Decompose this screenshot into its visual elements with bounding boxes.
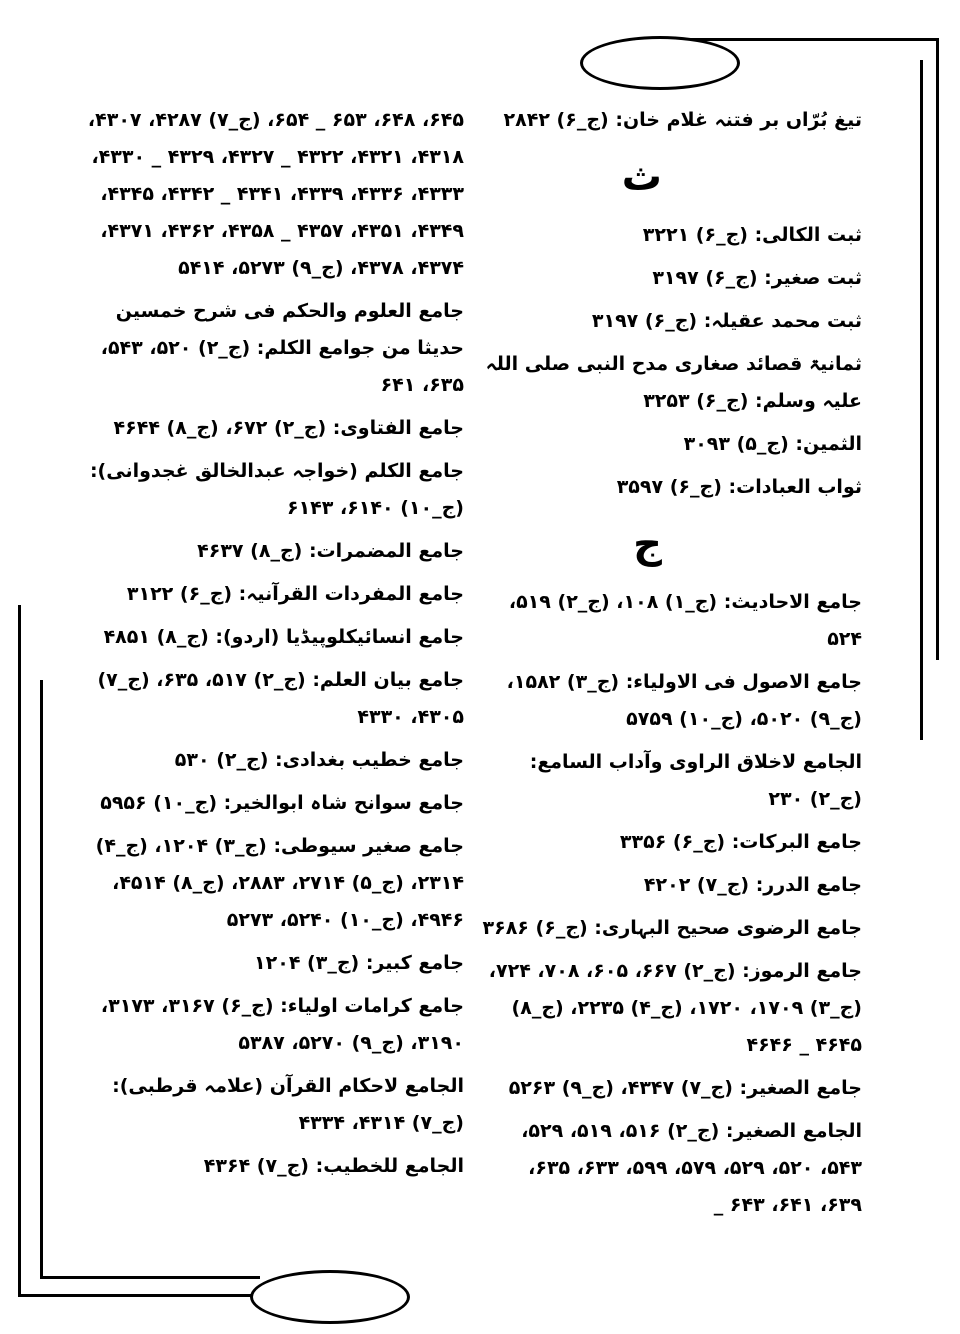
- index-entry: ثمانیۃ قصائد صغاری مدح النبی صلی اللہ علیہ وسلم: (ج_۶) ۳۲۵۳: [485, 353, 862, 412]
- index-entry: جامع صغیر سیوطی: (ج_۳) ۱۲۰۴، (ج_۴) ۲۳۱۴، (ج_۵) ۲۷۱۴، ۲۸۸۳، (ج_۸) ۴۵۱۴، ۴۹۴۶، (ج_۱۰) ۵۲۴۰، ۵۲۷۳: [95, 835, 464, 931]
- index-entry: تیغ بُرّاں بر فتنہ غلام خان: (ج_۶) ۲۸۴۲: [503, 109, 862, 131]
- page-border-left-outer: [18, 605, 21, 1297]
- index-entry: ثواب العبادات: (ج_۶) ۳۵۹۷: [616, 476, 862, 498]
- left-column: [78, 102, 464, 1191]
- index-entry: جامع العلوم والحکم فی شرح خمسین حدیثا من جوامع الکلم: (ج_۲) ۵۲۰، ۵۴۳، ۶۳۵، ۶۴۱: [100, 300, 464, 396]
- index-entry: جامع خطیب بغدادی: (ج_۲) ۵۳۰: [174, 749, 464, 771]
- index-entry: جامع الکلم (خواجہ عبدالخالق غجدوانی): (ج_۱۰) ۶۱۴۰، ۶۱۴۳: [89, 460, 464, 519]
- index-entry: جامع کبیر: (ج_۳) ۱۲۰۴: [254, 952, 464, 974]
- page-border-bottom-outer: [18, 1294, 258, 1297]
- index-entry: جامع البرکات: (ج_۶) ۳۳۵۶: [619, 831, 862, 853]
- index-entry: الجامع لاحکام القرآن (علامہ قرطبی): (ج_۷) ۴۳۱۴، ۴۳۳۴: [112, 1075, 464, 1134]
- index-entry: جامع انسائیکلوپیڈیا (اردو): (ج_۸) ۴۸۵۱: [103, 626, 464, 648]
- index-entry: جامع بیان العلم: (ج_۲) ۵۱۷، ۶۳۵، (ج_۷) ۴۳۰۵، ۴۳۳۰: [97, 669, 464, 728]
- page-border-bottom-inner: [40, 1276, 260, 1279]
- index-entry: جامع الرضوی صحیح البہاری: (ج_۶) ۳۶۸۶: [482, 917, 862, 939]
- right-column: [482, 102, 862, 1230]
- index-entry: ۶۴۵، ۶۴۸، ۶۵۳ _ ۶۵۴، (ج_۷) ۴۲۸۷، ۴۳۰۷، ۴۳۱۸، ۴۳۲۱، ۴۳۲۲ _ ۴۳۲۷، ۴۳۲۹ _ ۴۳۳۰، ۴۳۳۳، ۴۳۳۶، ۴۳۳۹، ۴۳۴۱ _ ۴۳۴۲، ۴۳۴۵، ۴۳۴۹، ۴۳۵۱، ۴۳۵۷ _ ۴۳۵۸، ۴۳۶۲، ۴۳۷۱، ۴۳۷۴، ۴۳۷۸، (ج_۹) ۵۲۷۳، ۵۴۱۴: [87, 109, 464, 279]
- index-entry: جامع الدرر: (ج_۷) ۴۲۰۲: [643, 874, 862, 896]
- index-entry: الجامع لاخلاق الراوی وآداب السامع: (ج_۲) ۲۳۰: [529, 751, 862, 810]
- top-ornament-oval: [580, 36, 740, 90]
- index-entry: جامع المضمرات: (ج_۸) ۴۶۳۷: [197, 540, 464, 562]
- index-entry: جامع کرامات اولیاء: (ج_۶) ۳۱۶۷، ۳۱۷۳، ۳۱۹۰، (ج_۹) ۵۲۷۰، ۵۳۸۷: [100, 995, 464, 1054]
- section-letter-jeem: ج: [633, 521, 662, 567]
- index-entry: الجامع الصغیر: (ج_۲) ۵۱۶، ۵۱۹، ۵۲۹، ۵۴۳، ۵۲۰، ۵۲۹، ۵۷۹، ۵۹۹، ۶۳۳، ۶۳۵، ۶۳۹، ۶۴۱، ۶۴۳ _: [521, 1120, 862, 1216]
- bottom-ornament-oval: [250, 1270, 410, 1324]
- index-entry: جامع الاحادیث: (ج_۱) ۱۰۸، (ج_۲) ۵۱۹، ۵۲۴: [508, 591, 862, 650]
- index-entry: جامع الفتاوی: (ج_۲) ۶۷۲، (ج_۸) ۴۶۴۴: [113, 417, 464, 439]
- index-entry: جامع المفردات القرآنیہ: (ج_۶) ۳۱۲۲: [126, 583, 464, 605]
- index-entry: ثبت الکالی: (ج_۶) ۳۲۲۱: [642, 224, 862, 246]
- index-entry: جامع سوانح شاہ ابوالخیر: (ج_۱۰) ۵۹۵۶: [100, 792, 464, 814]
- index-entry: الثمین: (ج_۵) ۳۰۹۳: [683, 433, 862, 455]
- index-entry: جامع الاصول فی الاولیاء: (ج_۳) ۱۵۸۲، (ج_۹) ۵۰۲۰، (ج_۱۰) ۵۷۵۹: [506, 671, 862, 730]
- page-border-right-outer: [936, 38, 939, 660]
- page-border-left-inner: [40, 680, 43, 1278]
- index-entry: جامع الصغیر: (ج_۷) ۴۳۴۷، (ج_۹) ۵۲۶۳: [508, 1077, 862, 1099]
- index-entry: ثبت محمد عقیلہ: (ج_۶) ۳۱۹۷: [591, 310, 862, 332]
- index-entry: الجامع للخطیب: (ج_۷) ۴۳۶۴: [203, 1155, 464, 1177]
- section-letter-thaa: ث: [621, 154, 662, 200]
- index-entry: جامع الرموز: (ج_۲) ۶۶۷، ۶۰۵، ۷۰۸، ۷۲۴، (ج_۳) ۱۷۰۹، ۱۷۲۰، (ج_۴) ۲۲۳۵، (ج_۸) ۴۶۴۵ _ ۴۶۴۶: [488, 960, 862, 1056]
- page-border-right-inner: [920, 60, 923, 740]
- index-entry: ثبت صغیر: (ج_۶) ۳۱۹۷: [652, 267, 862, 289]
